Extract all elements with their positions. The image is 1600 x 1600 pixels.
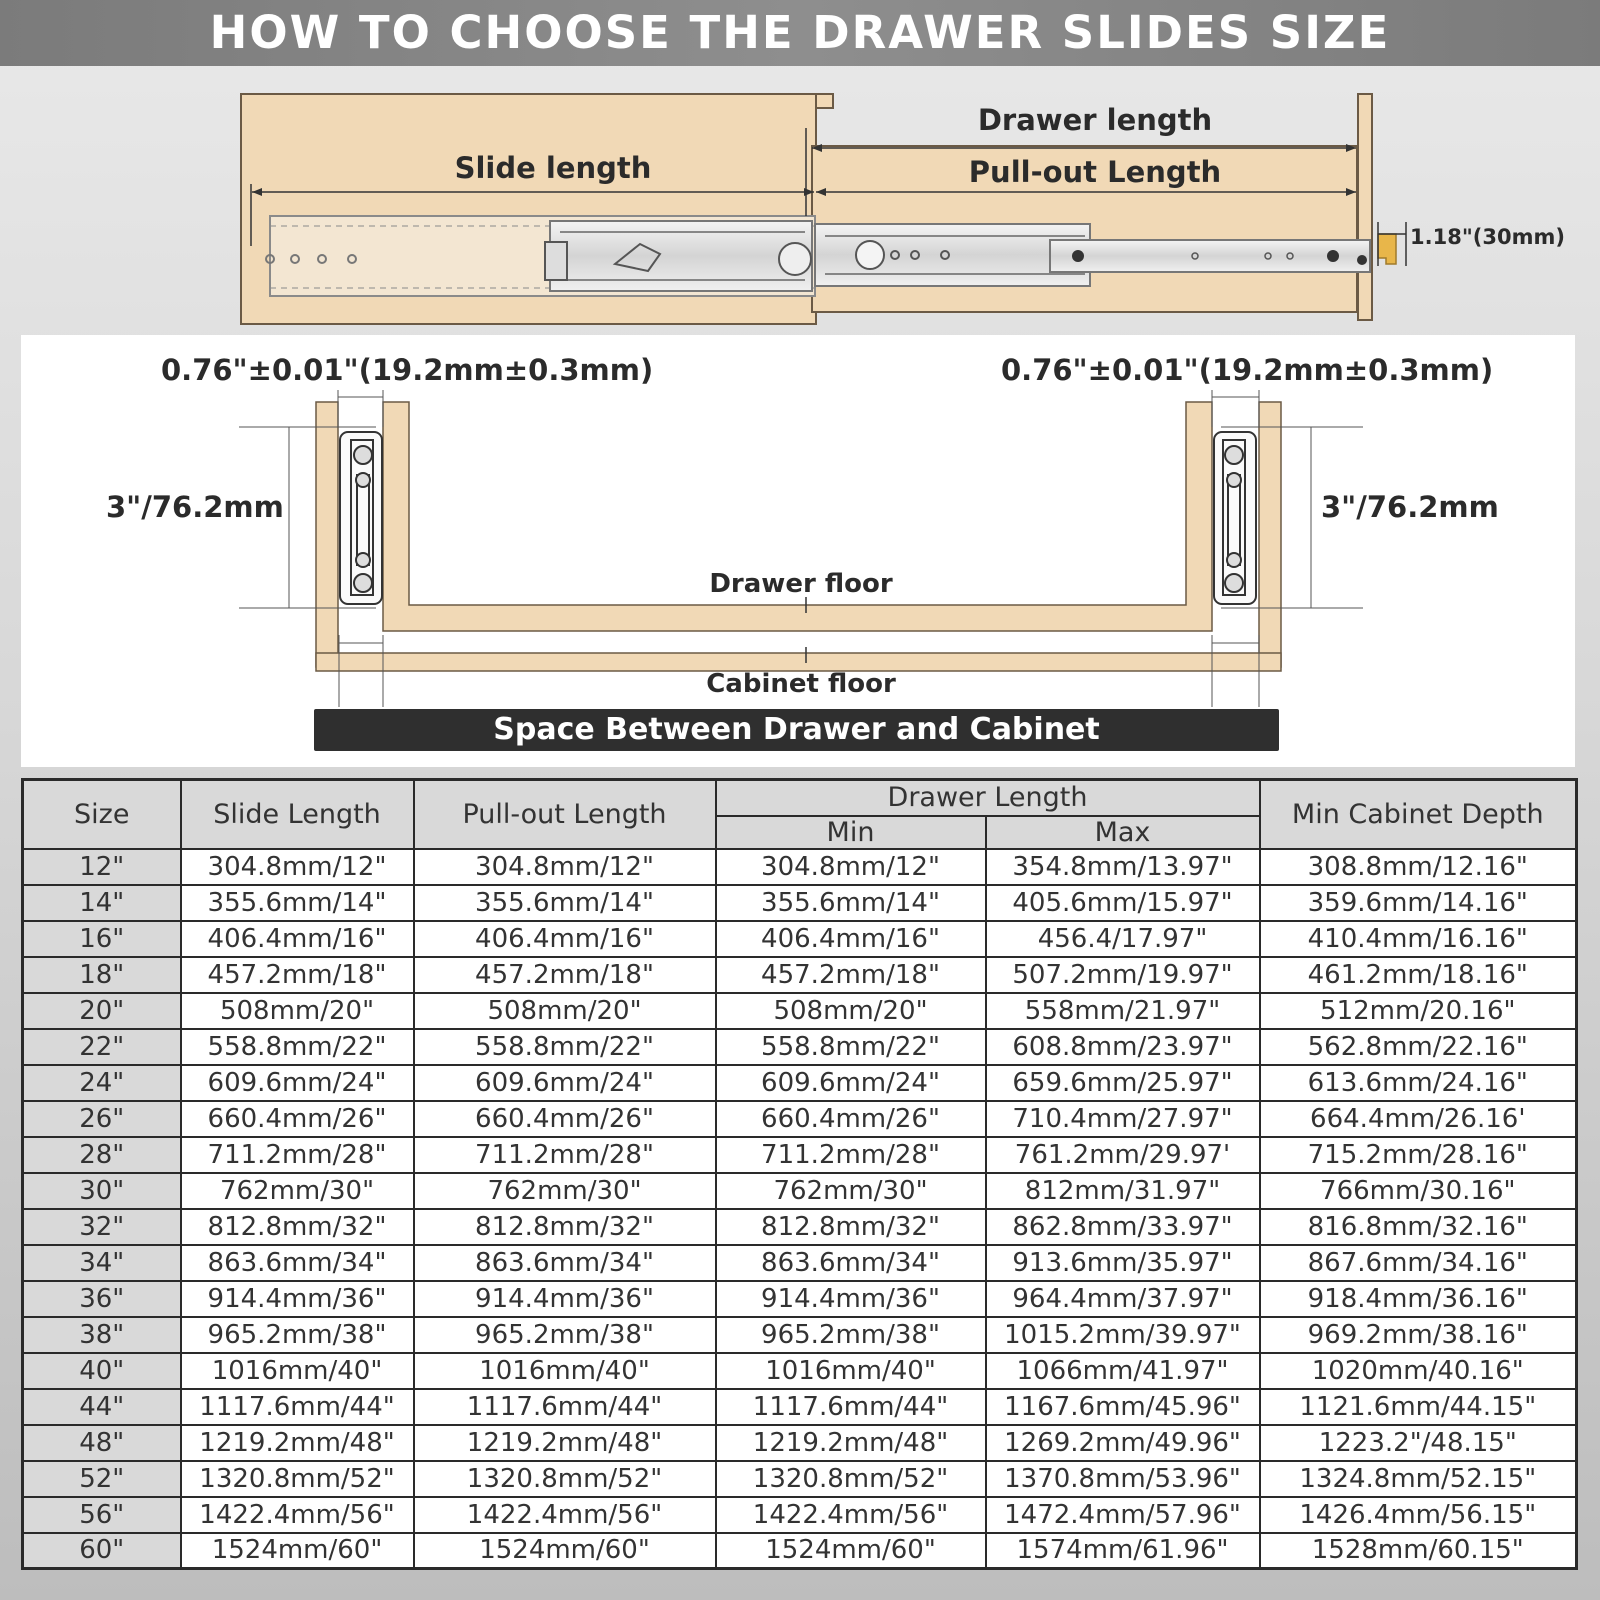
drawer-max-cell: 1370.8mm/53.96" xyxy=(986,1461,1260,1497)
min-cabinet-depth-cell: 359.6mm/14.16" xyxy=(1260,885,1577,921)
table-row xyxy=(23,1065,1577,1101)
pullout-length-cell: 508mm/20" xyxy=(414,993,716,1029)
table-row xyxy=(23,1353,1577,1389)
header-size: Size xyxy=(23,780,181,849)
drawer-min-cell: 304.8mm/12" xyxy=(716,849,986,885)
slide-length-cell: 863.6mm/34" xyxy=(181,1245,414,1281)
pullout-length-cell: 406.4mm/16" xyxy=(414,921,716,957)
drawer-min-cell: 1422.4mm/56" xyxy=(716,1497,986,1533)
size-cell: 22" xyxy=(23,1029,181,1065)
drawer-floor-label: Drawer floor xyxy=(709,569,893,599)
drawer-max-cell: 761.2mm/29.97' xyxy=(986,1137,1260,1173)
slide-length-cell: 711.2mm/28" xyxy=(181,1137,414,1173)
slide-length-cell: 1524mm/60" xyxy=(181,1533,414,1569)
size-cell: 52" xyxy=(23,1461,181,1497)
slide-length-cell: 1117.6mm/44" xyxy=(181,1389,414,1425)
drawer-min-cell: 914.4mm/36" xyxy=(716,1281,986,1317)
table-row xyxy=(23,1029,1577,1065)
inner-rail xyxy=(1050,240,1370,272)
table-row xyxy=(23,921,1577,957)
pullout-length-cell: 965.2mm/38" xyxy=(414,1317,716,1353)
pullout-length-cell: 711.2mm/28" xyxy=(414,1137,716,1173)
table-row xyxy=(23,1425,1577,1461)
pullout-length-cell: 1219.2mm/48" xyxy=(414,1425,716,1461)
drawer-max-cell: 558mm/21.97" xyxy=(986,993,1260,1029)
table-row xyxy=(23,849,1577,885)
gap-right-label: 0.76"±0.01"(19.2mm±0.3mm) xyxy=(1001,353,1494,387)
size-cell: 26" xyxy=(23,1101,181,1137)
size-cell: 40" xyxy=(23,1353,181,1389)
slide-length-label: Slide length xyxy=(454,151,652,185)
size-cell: 60" xyxy=(23,1533,181,1569)
drawer-max-cell: 405.6mm/15.97" xyxy=(986,885,1260,921)
drawer-max-cell: 456.4/17.97" xyxy=(986,921,1260,957)
size-cell: 34" xyxy=(23,1245,181,1281)
min-cabinet-depth-cell: 715.2mm/28.16" xyxy=(1260,1137,1577,1173)
drawer-min-cell: 863.6mm/34" xyxy=(716,1245,986,1281)
size-cell: 12" xyxy=(23,849,181,885)
space-between-label: Space Between Drawer and Cabinet xyxy=(314,709,1279,751)
size-cell: 48" xyxy=(23,1425,181,1461)
slide-length-cell: 660.4mm/26" xyxy=(181,1101,414,1137)
slide-length-cell: 355.6mm/14" xyxy=(181,885,414,921)
drawer-length-label: Drawer length xyxy=(977,103,1213,137)
table-body xyxy=(23,849,1577,1569)
table-row xyxy=(23,993,1577,1029)
table-row xyxy=(23,1389,1577,1425)
drawer-max-cell: 710.4mm/27.97" xyxy=(986,1101,1260,1137)
drawer-min-cell: 355.6mm/14" xyxy=(716,885,986,921)
table-row xyxy=(23,1497,1577,1533)
min-cabinet-depth-cell: 816.8mm/32.16" xyxy=(1260,1209,1577,1245)
slide-length-cell: 1219.2mm/48" xyxy=(181,1425,414,1461)
size-cell: 24" xyxy=(23,1065,181,1101)
side-view-diagram xyxy=(0,66,1600,331)
pullout-length-cell: 1016mm/40" xyxy=(414,1353,716,1389)
drawer-max-cell: 1015.2mm/39.97" xyxy=(986,1317,1260,1353)
pullout-length-cell: 304.8mm/12" xyxy=(414,849,716,885)
min-cabinet-depth-cell: 867.6mm/34.16" xyxy=(1260,1245,1577,1281)
min-cabinet-depth-cell: 766mm/30.16" xyxy=(1260,1173,1577,1209)
drawer-max-cell: 964.4mm/37.97" xyxy=(986,1281,1260,1317)
drawer-max-cell: 507.2mm/19.97" xyxy=(986,957,1260,993)
drawer-min-cell: 965.2mm/38" xyxy=(716,1317,986,1353)
cabinet-wall-left xyxy=(316,402,338,667)
cabinet-floor-label: Cabinet floor xyxy=(706,669,896,699)
drawer-min-cell: 508mm/20" xyxy=(716,993,986,1029)
drawer-max-cell: 862.8mm/33.97" xyxy=(986,1209,1260,1245)
drawer-min-cell: 660.4mm/26" xyxy=(716,1101,986,1137)
drawer-min-cell: 812.8mm/32" xyxy=(716,1209,986,1245)
slide-left xyxy=(340,432,382,604)
drawer-min-cell: 1524mm/60" xyxy=(716,1533,986,1569)
drawer-min-cell: 1320.8mm/52" xyxy=(716,1461,986,1497)
drawer-max-cell: 1167.6mm/45.96" xyxy=(986,1389,1260,1425)
drawer-max-cell: 659.6mm/25.97" xyxy=(986,1065,1260,1101)
pullout-length-cell: 558.8mm/22" xyxy=(414,1029,716,1065)
size-cell: 38" xyxy=(23,1317,181,1353)
pullout-length-cell: 1524mm/60" xyxy=(414,1533,716,1569)
min-cabinet-depth-cell: 1528mm/60.15" xyxy=(1260,1533,1577,1569)
slide-length-cell: 558.8mm/22" xyxy=(181,1029,414,1065)
drawer-max-cell: 1066mm/41.97" xyxy=(986,1353,1260,1389)
table-row xyxy=(23,885,1577,921)
slide-length-cell: 508mm/20" xyxy=(181,993,414,1029)
header-min-cabinet-depth: Min Cabinet Depth xyxy=(1260,780,1577,849)
min-cabinet-depth-cell: 562.8mm/22.16" xyxy=(1260,1029,1577,1065)
table-row xyxy=(23,1533,1577,1569)
slide-length-cell: 812.8mm/32" xyxy=(181,1209,414,1245)
min-cabinet-depth-cell: 1324.8mm/52.15" xyxy=(1260,1461,1577,1497)
size-cell: 28" xyxy=(23,1137,181,1173)
table-row xyxy=(23,1281,1577,1317)
height-right-label: 3"/76.2mm xyxy=(1321,490,1499,524)
pullout-length-cell: 355.6mm/14" xyxy=(414,885,716,921)
slide-length-cell: 304.8mm/12" xyxy=(181,849,414,885)
drawer-max-cell: 812mm/31.97" xyxy=(986,1173,1260,1209)
slide-length-cell: 965.2mm/38" xyxy=(181,1317,414,1353)
min-cabinet-depth-cell: 1426.4mm/56.15" xyxy=(1260,1497,1577,1533)
drawer-min-cell: 762mm/30" xyxy=(716,1173,986,1209)
slide-length-cell: 1422.4mm/56" xyxy=(181,1497,414,1533)
slide-right xyxy=(1214,432,1256,604)
size-cell: 14" xyxy=(23,885,181,921)
pullout-length-cell: 1117.6mm/44" xyxy=(414,1389,716,1425)
header-pullout-length: Pull-out Length xyxy=(414,780,716,849)
slide-length-cell: 762mm/30" xyxy=(181,1173,414,1209)
table-row xyxy=(23,1173,1577,1209)
min-cabinet-depth-cell: 1121.6mm/44.15" xyxy=(1260,1389,1577,1425)
drawer-min-cell: 1219.2mm/48" xyxy=(716,1425,986,1461)
drawer-max-cell: 354.8mm/13.97" xyxy=(986,849,1260,885)
size-cell: 44" xyxy=(23,1389,181,1425)
pullout-length-label: Pull-out Length xyxy=(968,155,1222,189)
drawer-max-cell: 1574mm/61.96" xyxy=(986,1533,1260,1569)
drawer-max-cell: 913.6mm/35.97" xyxy=(986,1245,1260,1281)
slide-length-cell: 1320.8mm/52" xyxy=(181,1461,414,1497)
min-cabinet-depth-cell: 969.2mm/38.16" xyxy=(1260,1317,1577,1353)
pullout-length-cell: 457.2mm/18" xyxy=(414,957,716,993)
page-title: HOW TO CHOOSE THE DRAWER SLIDES SIZE xyxy=(0,0,1600,66)
drawer-max-cell: 1472.4mm/57.96" xyxy=(986,1497,1260,1533)
min-cabinet-depth-cell: 918.4mm/36.16" xyxy=(1260,1281,1577,1317)
table-row xyxy=(23,1137,1577,1173)
drawer-min-cell: 457.2mm/18" xyxy=(716,957,986,993)
drawer-max-cell: 608.8mm/23.97" xyxy=(986,1029,1260,1065)
pullout-length-cell: 914.4mm/36" xyxy=(414,1281,716,1317)
table-row xyxy=(23,957,1577,993)
height-left-label: 3"/76.2mm xyxy=(106,490,284,524)
min-cabinet-depth-cell: 664.4mm/26.16' xyxy=(1260,1101,1577,1137)
cross-section-diagram xyxy=(21,335,1575,767)
min-cabinet-depth-cell: 613.6mm/24.16" xyxy=(1260,1065,1577,1101)
pullout-length-cell: 812.8mm/32" xyxy=(414,1209,716,1245)
drawer-min-cell: 1117.6mm/44" xyxy=(716,1389,986,1425)
pullout-length-cell: 1320.8mm/52" xyxy=(414,1461,716,1497)
drawer-min-cell: 406.4mm/16" xyxy=(716,921,986,957)
table-row xyxy=(23,1461,1577,1497)
slide-length-cell: 609.6mm/24" xyxy=(181,1065,414,1101)
table-row xyxy=(23,1209,1577,1245)
slide-length-cell: 914.4mm/36" xyxy=(181,1281,414,1317)
min-cabinet-depth-cell: 461.2mm/18.16" xyxy=(1260,957,1577,993)
drawer-min-cell: 711.2mm/28" xyxy=(716,1137,986,1173)
header-drawer-length: Drawer Length xyxy=(716,780,1260,816)
size-cell: 56" xyxy=(23,1497,181,1533)
size-cell: 32" xyxy=(23,1209,181,1245)
drawer-min-cell: 1016mm/40" xyxy=(716,1353,986,1389)
cabinet-wall-right xyxy=(1259,402,1281,667)
table-row xyxy=(23,1101,1577,1137)
min-cabinet-depth-cell: 1020mm/40.16" xyxy=(1260,1353,1577,1389)
min-cabinet-depth-cell: 1223.2"/48.15" xyxy=(1260,1425,1577,1461)
min-cabinet-depth-cell: 512mm/20.16" xyxy=(1260,993,1577,1029)
gap-label: 1.18"(30mm) xyxy=(1410,225,1565,249)
min-cabinet-depth-cell: 308.8mm/12.16" xyxy=(1260,849,1577,885)
size-cell: 20" xyxy=(23,993,181,1029)
drawer-min-cell: 558.8mm/22" xyxy=(716,1029,986,1065)
header-max: Max xyxy=(986,816,1260,849)
drawer-front xyxy=(1358,94,1372,320)
drawer-min-cell: 609.6mm/24" xyxy=(716,1065,986,1101)
header-min: Min xyxy=(716,816,986,849)
pullout-length-cell: 660.4mm/26" xyxy=(414,1101,716,1137)
size-cell: 18" xyxy=(23,957,181,993)
pullout-length-cell: 762mm/30" xyxy=(414,1173,716,1209)
min-cabinet-depth-cell: 410.4mm/16.16" xyxy=(1260,921,1577,957)
pullout-length-cell: 609.6mm/24" xyxy=(414,1065,716,1101)
table-row xyxy=(23,1317,1577,1353)
header-slide-length: Slide Length xyxy=(181,780,414,849)
drawer-max-cell: 1269.2mm/49.96" xyxy=(986,1425,1260,1461)
cross-section-panel xyxy=(21,335,1575,767)
size-cell: 36" xyxy=(23,1281,181,1317)
gap-left-label: 0.76"±0.01"(19.2mm±0.3mm) xyxy=(161,353,654,387)
slide-length-cell: 457.2mm/18" xyxy=(181,957,414,993)
slide-length-cell: 1016mm/40" xyxy=(181,1353,414,1389)
pullout-length-cell: 1422.4mm/56" xyxy=(414,1497,716,1533)
size-cell: 30" xyxy=(23,1173,181,1209)
table-row xyxy=(23,1245,1577,1281)
pullout-length-cell: 863.6mm/34" xyxy=(414,1245,716,1281)
size-cell: 16" xyxy=(23,921,181,957)
size-table xyxy=(21,778,1578,1570)
slide-length-cell: 406.4mm/16" xyxy=(181,921,414,957)
